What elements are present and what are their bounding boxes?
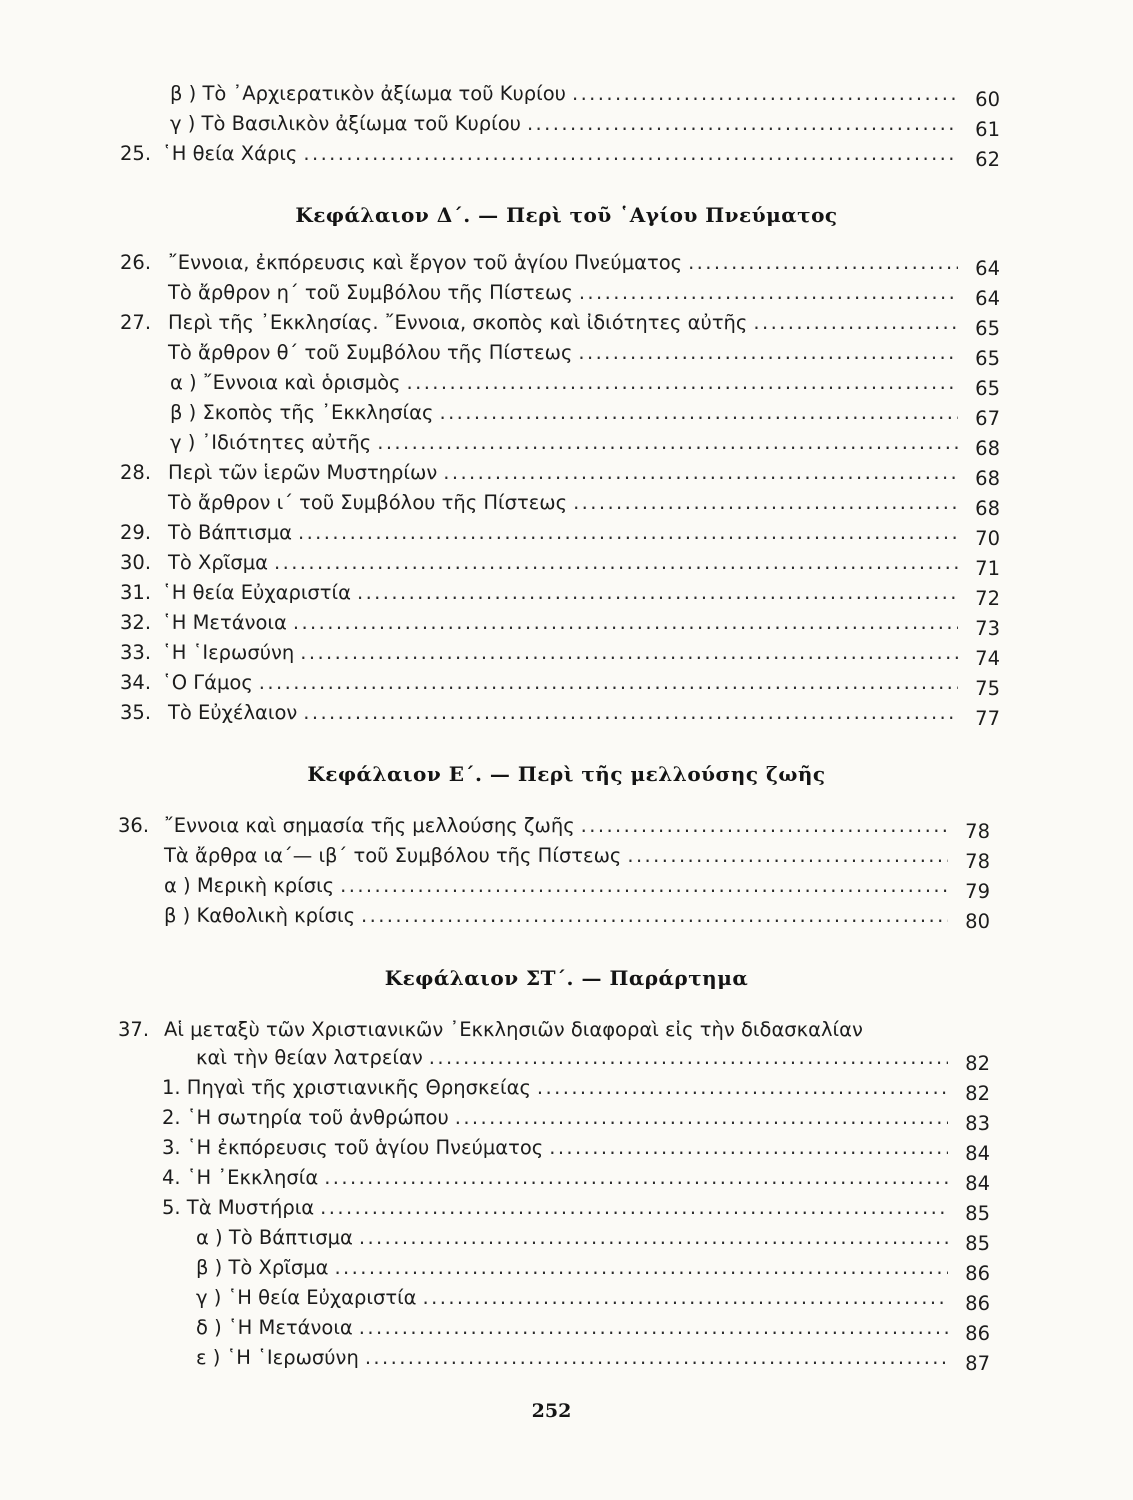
entry-page-number: 77 [975,707,1000,730]
entry-page-number: 67 [975,407,1000,430]
leader-dots [298,521,958,545]
toc-entry [120,695,1000,730]
entry-title: ῾Η θεία Εὐχαριστία [162,581,351,604]
entry-page-number: 65 [975,377,1000,400]
entry-title: Περὶ τῆς ᾿Εκκλησίας. ῎Εννοια, σκοπὸς καὶ ἰδιότητες αὐτῆς [168,311,748,334]
leader-dots [407,371,959,395]
toc-entry [162,1130,990,1165]
entry-page-number: 62 [975,148,1000,171]
entry-page-number: 78 [965,820,990,843]
entry-title: 3. ῾Η ἐκπόρευσις τοῦ ἁγίου Πνεύματος [162,1136,544,1159]
chapter-heading: Κεφάλαιον Ε΄. — Περὶ τῆς μελλούσης ζωῆς [307,762,826,786]
entry-page-number: 83 [965,1112,990,1135]
toc-entry [168,275,1000,310]
leader-dots [357,581,958,605]
toc-entry [196,1340,990,1375]
entry-title: 2. ῾Η σωτηρία τοῦ ἀνθρώπου [162,1106,449,1129]
leader-dots [688,251,958,275]
toc-entry [164,898,990,933]
leader-dots [334,1256,948,1280]
entry-title: β ) Τὸ Χρῖσμα [196,1256,329,1279]
entry-title: β ) Σκοπὸς τῆς ᾿Εκκλησίας [170,401,434,424]
entry-page-number: 79 [965,880,990,903]
entry-page-number: 64 [975,257,1000,280]
leader-dots [359,1226,948,1250]
leader-dots [274,551,958,575]
toc-entry [168,485,1000,520]
leader-dots [259,671,958,695]
toc-entry [196,1280,990,1315]
toc-entry [162,1100,990,1135]
entry-title: καὶ τὴν θείαν λατρείαν [196,1046,423,1069]
leader-dots [300,641,958,665]
toc-entry [170,425,1000,460]
entry-number: 36. [118,814,150,837]
entry-title: Τὸ Χρῖσμα [168,551,268,574]
leader-dots [359,1316,948,1340]
leader-dots [443,461,958,485]
toc-entry [120,515,1000,550]
toc-entry [164,838,990,873]
entry-title: α ) Μερικὴ κρίσις [164,874,335,897]
entry-number: 32. [120,611,152,634]
entry-title: γ ) ῾Η θεία Εὐχαριστία [196,1286,417,1309]
entry-number: 34. [120,671,152,694]
leader-dots [293,611,958,635]
entry-title: β ) Καθολικὴ κρίσις [164,904,356,927]
entry-page-number: 64 [975,287,1000,310]
entry-title: Περὶ τῶν ἱερῶν Μυστηρίων [168,461,438,484]
entry-page-number: 68 [975,437,1000,460]
entry-number: 37. [118,1018,150,1041]
leader-dots [429,1046,948,1070]
entry-page-number: 82 [965,1082,990,1105]
entry-page-number: 71 [975,557,1000,580]
leader-dots [365,1346,948,1370]
page-folio-number: 252 [531,1400,572,1422]
leader-dots [753,311,958,335]
leader-dots [578,341,958,365]
entry-page-number: 84 [965,1142,990,1165]
toc-entry [162,1190,990,1225]
toc-entry [170,106,1000,141]
leader-dots [423,1286,948,1310]
toc-entry [170,365,1000,400]
entry-page-number: 82 [965,1052,990,1075]
entry-title: 4. ῾Η ᾿Εκκλησία [162,1166,319,1189]
toc-entry [120,605,1000,640]
entry-title: Τὸ Βάπτισμα [168,521,292,544]
entry-page-number: 80 [965,910,990,933]
toc-entry [162,1070,990,1105]
entry-page-number: 85 [965,1202,990,1225]
toc-entry [120,635,1000,670]
toc-entry [196,1250,990,1285]
leader-dots [572,82,958,106]
entry-number: 27. [120,311,152,334]
entry-title: γ ) ᾿Ιδιότητες αὐτῆς [170,431,372,454]
leader-dots [377,431,958,455]
leader-dots [573,491,958,515]
entry-title: Αἱ μεταξὺ τῶν Χριστιανικῶν ᾿Εκκλησιῶν διαφοραὶ εἰς τὴν διδασκαλίαν [164,1018,863,1041]
entry-page-number: 75 [975,677,1000,700]
entry-title: ῾Η ῾Ιερωσύνη [162,641,295,664]
toc-entry-heading-line [118,1012,998,1042]
entry-page-number: 65 [975,317,1000,340]
entry-title: ῎Εννοια καὶ σημασία τῆς μελλούσης ζωῆς [164,814,575,837]
leader-dots [581,814,948,838]
leader-dots [627,844,948,868]
leader-dots [579,281,958,305]
toc-entry [196,1040,990,1075]
entry-page-number: 86 [965,1262,990,1285]
entry-page-number: 87 [965,1352,990,1375]
entry-page-number: 74 [975,647,1000,670]
leader-dots [549,1136,948,1160]
entry-page-number: 73 [975,617,1000,640]
leader-dots [361,904,948,928]
entry-page-number: 61 [975,118,1000,141]
leader-dots [324,1166,948,1190]
toc-entry [120,665,1000,700]
entry-number: 30. [120,551,152,574]
entry-title: 1. Πηγαὶ τῆς χριστιανικῆς Θρησκείας [162,1076,531,1099]
entry-page-number: 70 [975,527,1000,550]
toc-entry [162,1160,990,1195]
toc-entry [120,245,1000,280]
entry-page-number: 78 [965,850,990,873]
leader-dots [340,874,948,898]
toc-entry [120,575,1000,610]
entry-title: δ ) ῾Η Μετάνοια [196,1316,353,1339]
entry-number: 26. [120,251,152,274]
toc-entry [168,335,1000,370]
entry-title: ῾Ο Γάμος [162,671,253,694]
entry-page-number: 72 [975,587,1000,610]
entry-title: ῾Η Μετάνοια [162,611,287,634]
toc-entry [120,545,1000,580]
toc-entry [170,76,1000,111]
entry-page-number: 86 [965,1292,990,1315]
leader-dots [303,701,958,725]
toc-entry [196,1310,990,1345]
leader-dots [527,112,958,136]
leader-dots [455,1106,948,1130]
entry-page-number: 85 [965,1232,990,1255]
entry-number: 33. [120,641,152,664]
entry-title: Τὸ ἄρθρον θ΄ τοῦ Συμβόλου τῆς Πίστεως [168,341,573,364]
toc-entry [164,868,990,903]
entry-title: ε ) ῾Η ῾Ιερωσύνη [196,1346,359,1369]
entry-title: Τὸ ἄρθρον η΄ τοῦ Συμβόλου τῆς Πίστεως [168,281,573,304]
entry-title: ῾Η θεία Χάρις [162,142,298,165]
entry-page-number: 60 [975,88,1000,111]
toc-entry [120,136,1000,171]
toc-entry [120,455,1000,490]
entry-page-number: 65 [975,347,1000,370]
entry-page-number: 84 [965,1172,990,1195]
entry-number: 28. [120,461,152,484]
entry-title: α ) ῎Εννοια καὶ ὁρισμὸς [170,371,401,394]
chapter-heading: Κεφάλαιον ΣΤ΄. — Παράρτημα [384,966,749,990]
entry-title: Τὸ Εὐχέλαιον [168,701,298,724]
entry-title: 5. Τὰ Μυστήρια [162,1196,315,1219]
entry-title: Τὸ ἄρθρον ι΄ τοῦ Συμβόλου τῆς Πίστεως [168,491,568,514]
entry-page-number: 68 [975,497,1000,520]
entry-title: ῎Εννοια, ἐκπόρευσις καὶ ἔργον τοῦ ἁγίου Πνεύματος [168,251,683,274]
chapter-heading: Κεφάλαιον Δ΄. — Περὶ τοῦ ῾Αγίου Πνεύματος [295,203,838,227]
toc-entry [170,395,1000,430]
entry-title: α ) Τὸ Βάπτισμα [196,1226,353,1249]
entry-title: γ ) Τὸ Βασιλικὸν ἀξίωμα τοῦ Κυρίου [170,112,521,135]
leader-dots [537,1076,948,1100]
entry-title: β ) Τὸ ᾿Αρχιερατικὸν ἀξίωμα τοῦ Κυρίου [170,82,566,105]
entry-page-number: 86 [965,1322,990,1345]
entry-number: 31. [120,581,152,604]
toc-entry [118,808,990,843]
leader-dots [303,142,958,166]
toc-entry [120,305,1000,340]
entry-number: 25. [120,142,152,165]
entry-page-number: 68 [975,467,1000,490]
entry-number: 35. [120,701,152,724]
toc-entry [196,1220,990,1255]
leader-dots [320,1196,948,1220]
entry-title: Τὰ ἄρθρα ια΄— ιβ΄ τοῦ Συμβόλου τῆς Πίστεως [164,844,622,867]
entry-number: 29. [120,521,152,544]
leader-dots [439,401,958,425]
